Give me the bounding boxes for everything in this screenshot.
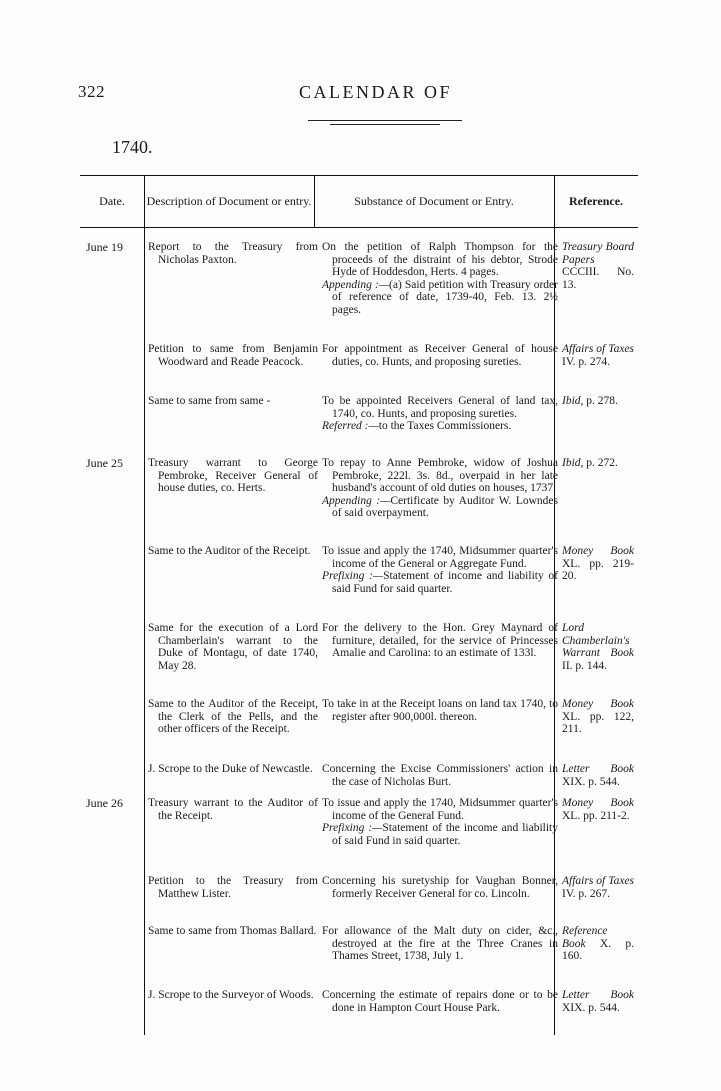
substance-main: To repay to Anne Pembroke, widow of Joshua Pembroke, 222l. 3s. 8d., overpaid in her late husband's account of old duties on houses, 1737. bbox=[322, 457, 558, 495]
column-divider bbox=[144, 175, 145, 1035]
running-title: CALENDAR OF bbox=[298, 82, 452, 102]
substance-note bbox=[322, 570, 558, 595]
header-date: Date. bbox=[99, 193, 125, 208]
row-date: June 25 bbox=[86, 456, 123, 470]
reference-title: Ibid, bbox=[562, 395, 584, 407]
row-substance bbox=[322, 622, 558, 660]
row-reference bbox=[562, 763, 634, 788]
row-substance bbox=[322, 875, 558, 900]
reference-title: Money Book bbox=[562, 698, 634, 710]
year-heading: 1740. bbox=[112, 137, 153, 157]
row-reference bbox=[562, 457, 634, 470]
reference-title: Affairs of Taxes bbox=[562, 343, 634, 355]
row-reference bbox=[562, 343, 634, 368]
row-substance bbox=[322, 797, 558, 847]
row-description: J. Scrope to the Duke of Newcastle. bbox=[148, 763, 313, 775]
substance-main: Concerning his suretyship for Vaughan Bonner, formerly Receiver General for co. Lincoln. bbox=[322, 875, 558, 900]
reference-detail: CCCIII. No. 13. bbox=[562, 266, 634, 291]
row-description: Report to the Treasury from Nicholas Paxton. bbox=[148, 241, 318, 266]
reference-detail: II. p. 144. bbox=[562, 659, 608, 672]
row-description: J. Scrope to the Surveyor of Woods. bbox=[148, 989, 314, 1001]
note-text: Certificate by Auditor W. Lowndes of said overpayment. bbox=[332, 494, 558, 520]
substance-main: On the petition of Ralph Thompson for the proceeds of the distraint of his debtor, Strode Hyde of Hoddesdon, Herts. 4 pages. bbox=[322, 241, 558, 279]
substance-main: To issue and apply the 1740, Midsummer quarter's income of the General or Aggregate Fund. bbox=[322, 545, 558, 570]
reference-detail: XL. pp. 219-20. bbox=[562, 557, 634, 583]
reference-detail: p. 272. bbox=[586, 457, 618, 469]
row-substance bbox=[322, 925, 558, 963]
reference-detail: XL. pp. 122, 211. bbox=[562, 710, 634, 736]
row-description: Treasury warrant to George Pembroke, Receiver General of house duties, co. Herts. bbox=[148, 457, 318, 495]
reference-detail: IV. p. 267. bbox=[562, 887, 611, 900]
title-rule-short bbox=[330, 124, 440, 125]
substance-note bbox=[322, 420, 558, 433]
row-description: Treasury warrant to the Auditor of the Receipt. bbox=[148, 797, 318, 822]
row-reference bbox=[562, 875, 634, 900]
substance-main: Concerning the Excise Commissioners' action in the case of Nicholas Burt. bbox=[322, 763, 558, 788]
note-label: Appending :— bbox=[322, 278, 390, 291]
row-reference bbox=[562, 545, 634, 583]
header-description: Description of Document or entry. bbox=[146, 193, 312, 208]
page-number: 322 bbox=[78, 82, 105, 101]
header-reference: Reference. bbox=[568, 193, 624, 208]
note-label: Appending :— bbox=[322, 494, 391, 507]
note-label: Prefixing :— bbox=[322, 822, 383, 835]
reference-title: Treasury Board Papers bbox=[562, 241, 634, 266]
reference-title: Lord Chamberlain's Warrant Book bbox=[562, 622, 634, 660]
row-reference bbox=[562, 925, 634, 963]
substance-main: To take in at the Receipt loans on land tax 1740, to register after 900,000l. thereon. bbox=[322, 698, 558, 723]
reference-title: Ibid, bbox=[562, 457, 584, 469]
substance-note bbox=[322, 278, 558, 317]
reference-detail: XIX. p. 544. bbox=[562, 1001, 620, 1014]
note-label: Prefixing :— bbox=[322, 570, 384, 583]
row-reference bbox=[562, 698, 634, 736]
row-reference bbox=[562, 797, 634, 822]
row-reference bbox=[562, 622, 634, 672]
row-substance bbox=[322, 457, 558, 520]
row-reference bbox=[562, 395, 634, 408]
reference-title: Money Book bbox=[562, 545, 634, 557]
reference-detail: X. p. 160. bbox=[562, 937, 635, 963]
row-date: June 19 bbox=[86, 240, 123, 254]
substance-note bbox=[322, 494, 558, 520]
substance-main: To be appointed Receivers General of land tax, 1740, co. Hunts, and proposing sureties. bbox=[322, 395, 558, 420]
row-description: Petition to same from Benjamin Woodward and Reade Peacock. bbox=[148, 343, 318, 368]
row-substance bbox=[322, 395, 558, 433]
substance-main: For appointment as Receiver General of house duties, co. Hunts, and proposing sureties. bbox=[322, 343, 558, 368]
row-description: Same to the Auditor of the Receipt, the Clerk of the Pells, and the other officers of the Receipt. bbox=[148, 698, 318, 736]
substance-note bbox=[322, 822, 558, 847]
reference-detail: XL. pp. 211-2. bbox=[562, 809, 630, 822]
row-substance bbox=[322, 545, 558, 595]
row-description: Same to the Auditor of the Receipt. bbox=[148, 545, 311, 557]
row-reference bbox=[562, 241, 634, 291]
note-text: Statement of income and liability of said Fund for said quarter. bbox=[332, 570, 558, 595]
row-substance bbox=[322, 343, 558, 368]
row-description: Same to same from Thomas Ballard. bbox=[148, 925, 317, 937]
substance-main: For the delivery to the Hon. Grey Maynard of furniture, detailed, for the service of Princesses Amalie and Carolina: to an estimate of 133l. bbox=[322, 622, 558, 660]
title-rule bbox=[308, 120, 462, 121]
row-reference bbox=[562, 989, 634, 1014]
reference-title: Affairs of Taxes bbox=[562, 875, 634, 887]
reference-detail: IV. p. 274. bbox=[562, 355, 611, 368]
row-substance bbox=[322, 989, 558, 1014]
row-substance bbox=[322, 698, 558, 723]
reference-title: Letter Book bbox=[562, 989, 634, 1001]
reference-title: Reference Book bbox=[562, 925, 608, 950]
reference-detail: XIX. p. 544. bbox=[562, 775, 620, 788]
row-description: Same for the execution of a Lord Chamberlain's warrant to the Duke of Montagu, of date 1740, May 28. bbox=[148, 622, 318, 672]
reference-title: Money Book bbox=[562, 797, 634, 809]
row-substance bbox=[322, 241, 558, 317]
header-substance: Substance of Document or Entry. bbox=[354, 193, 514, 208]
note-text: Statement of the income and liability of said Fund in said quarter. bbox=[332, 822, 558, 847]
substance-main: For allowance of the Malt duty on cider, &c., destroyed at the fire at the Three Cranes in Thames Street, 1738, July 1. bbox=[322, 925, 558, 963]
row-description: Same to same from same - bbox=[148, 395, 271, 407]
note-text: to the Taxes Commissioners. bbox=[378, 420, 512, 433]
row-date: June 26 bbox=[86, 796, 123, 810]
row-substance bbox=[322, 763, 558, 788]
calendar-table bbox=[80, 175, 638, 1035]
row-description: Petition to the Treasury from Matthew Lister. bbox=[148, 875, 318, 900]
substance-main: To issue and apply the 1740, Midsummer quarter's income of the General Fund. bbox=[322, 797, 558, 822]
reference-detail: p. 278. bbox=[586, 395, 618, 407]
reference-title: Letter Book bbox=[562, 763, 634, 775]
substance-main: Concerning the estimate of repairs done or to be done in Hampton Court House Park. bbox=[322, 989, 558, 1014]
note-label: Referred :— bbox=[322, 420, 379, 433]
note-text: (a) Said petition with Treasury order of reference of date, 1739-40, Feb. 13. 2½ pages. bbox=[332, 278, 558, 316]
